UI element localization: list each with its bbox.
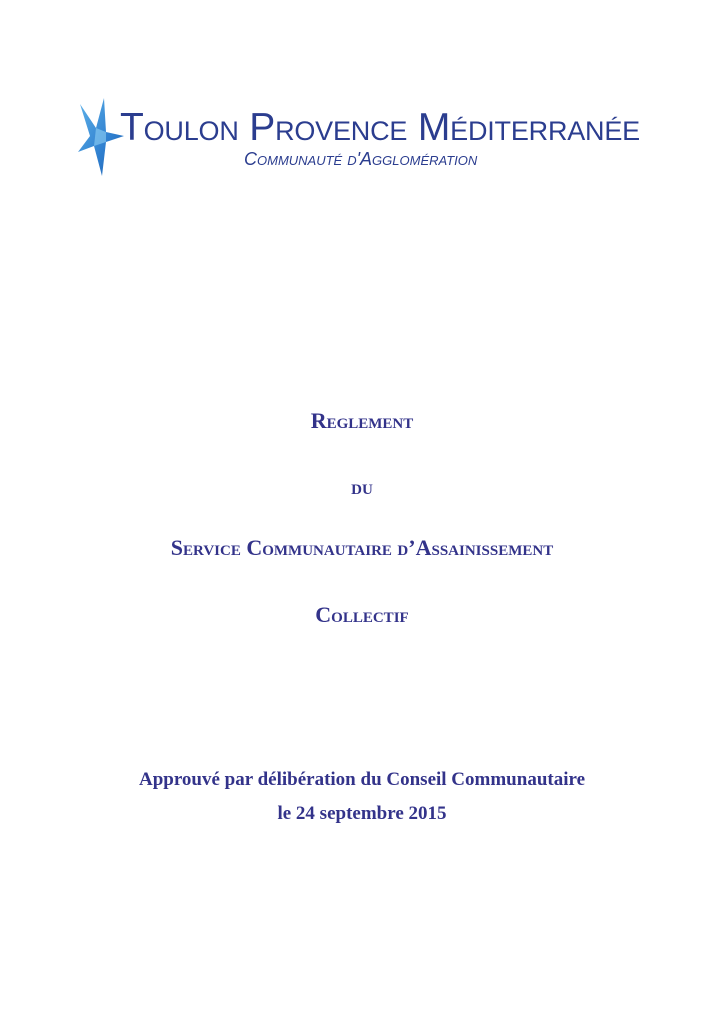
approval-statement: Approuvé par délibération du Conseil Communautaire <box>138 769 586 790</box>
document-title-line-3: Service Communautaire d’Assainissement <box>170 535 554 560</box>
organization-logo <box>74 96 640 180</box>
approval-date: le 24 septembre 2015 <box>277 803 447 824</box>
document-title-line-4: Collectif <box>315 602 409 627</box>
logo-title: Toulon Provence Méditerranée <box>120 106 640 149</box>
document-title-line-1: Reglement <box>310 408 414 433</box>
document-title-line-2: du <box>351 474 373 499</box>
logo-subtitle: Communauté d'Agglomération <box>244 149 478 169</box>
